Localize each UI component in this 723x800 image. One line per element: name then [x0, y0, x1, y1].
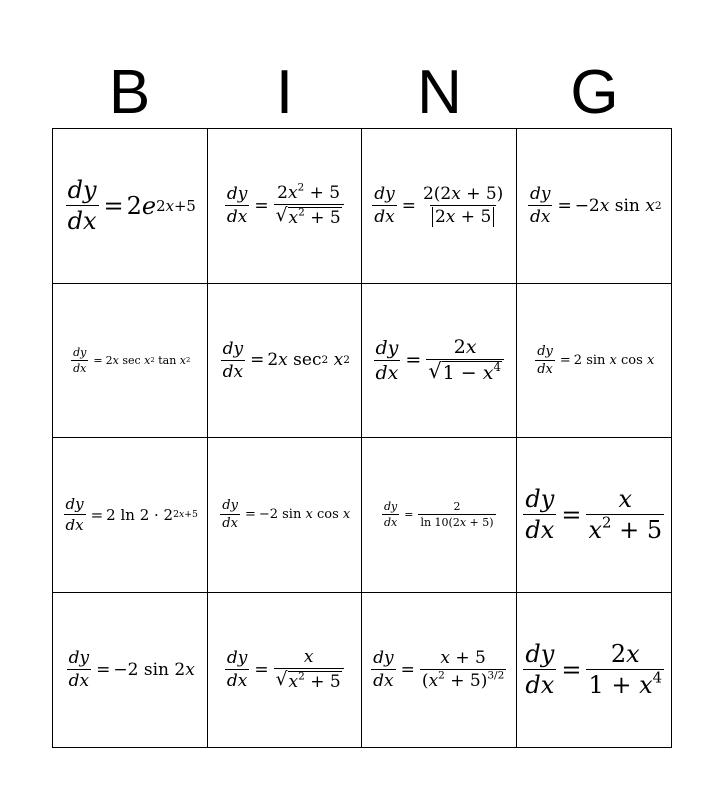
cell-expression: $\frac{dy}{dx}$ = $\frac{2(2x + 5)}{2x + 5}$	[374, 184, 504, 228]
bingo-cell-r4-c1[interactable]	[53, 593, 208, 748]
cell-expression: $\frac{dy}{dx}$ = $2x^2 + 5$ √ $x^2 + 5$	[223, 183, 346, 228]
cell-expression: $\frac{dy}{dx}$ = 2 x sec 2 x 2	[222, 338, 350, 382]
cell-expression: $\frac{dy}{dx}$ = $\frac{x + 5}{(x^2 + 5)^{3/2}}$	[373, 648, 505, 692]
bingo-cell-r3-c3[interactable]	[362, 438, 517, 593]
cell-expression: $\frac{dy}{dx}$ = $\frac{x}{x^2 + 5}$	[525, 485, 663, 545]
bingo-cell-r2-c3[interactable]	[362, 284, 517, 439]
bingo-cell-r3-c4[interactable]	[517, 438, 672, 593]
cell-expression: $\frac{dy}{dx}$ = −2 x sin x 2	[529, 184, 662, 228]
header-letter-g: G	[570, 58, 619, 127]
bingo-cell-r1-c2[interactable]	[208, 129, 363, 284]
bingo-header	[52, 58, 672, 128]
cell-expression: $\frac{dy}{dx}$ = 2 e 2x+5	[67, 176, 196, 236]
cell-expression: $\frac{dy}{dx}$ = $\frac{2}{\ln 10(2x + 5)}$	[383, 500, 494, 530]
cell-expression: $\frac{dy}{dx}$ = −2 sin x cos x	[222, 498, 351, 532]
bingo-cell-r2-c2[interactable]	[208, 284, 363, 439]
cell-expression: $\frac{dy}{dx}$ = x √ $x^2 + 5$	[223, 647, 346, 692]
cell-expression: $\frac{dy}{dx}$ = 2 ln 2 · 2 2x+5	[65, 495, 198, 535]
bingo-cell-r1-c3[interactable]	[362, 129, 517, 284]
header-letter-b: B	[108, 58, 151, 127]
bingo-cell-r4-c2[interactable]	[208, 593, 363, 748]
cell-expression: $\frac{dy}{dx}$ = 2 x sec x 2 tan x 2	[73, 345, 191, 375]
header-letter-n: N	[417, 58, 462, 127]
cell-expression: $\frac{dy}{dx}$ = $\frac{2x}{1 + x^4}$	[525, 640, 663, 700]
bingo-cell-r4-c3[interactable]	[362, 593, 517, 748]
header-letter-i: I	[275, 58, 294, 127]
bingo-cell-r2-c1[interactable]	[53, 284, 208, 439]
cell-expression: $\frac{dy}{dx}$ = 2 sin x cos x	[537, 343, 655, 377]
cell-expression: $\frac{dy}{dx}$ = −2 sin 2 x	[68, 648, 195, 692]
bingo-cell-r3-c2[interactable]	[208, 438, 363, 593]
cell-expression: $\frac{dy}{dx}$ = 2x √ $1 - x^4$	[372, 336, 506, 384]
bingo-cell-r2-c4[interactable]	[517, 284, 672, 439]
bingo-cell-r1-c4[interactable]	[517, 129, 672, 284]
bingo-cell-r3-c1[interactable]	[53, 438, 208, 593]
bingo-cell-r4-c4[interactable]	[517, 593, 672, 748]
bingo-cell-r1-c1[interactable]	[53, 129, 208, 284]
bingo-grid	[52, 128, 672, 748]
